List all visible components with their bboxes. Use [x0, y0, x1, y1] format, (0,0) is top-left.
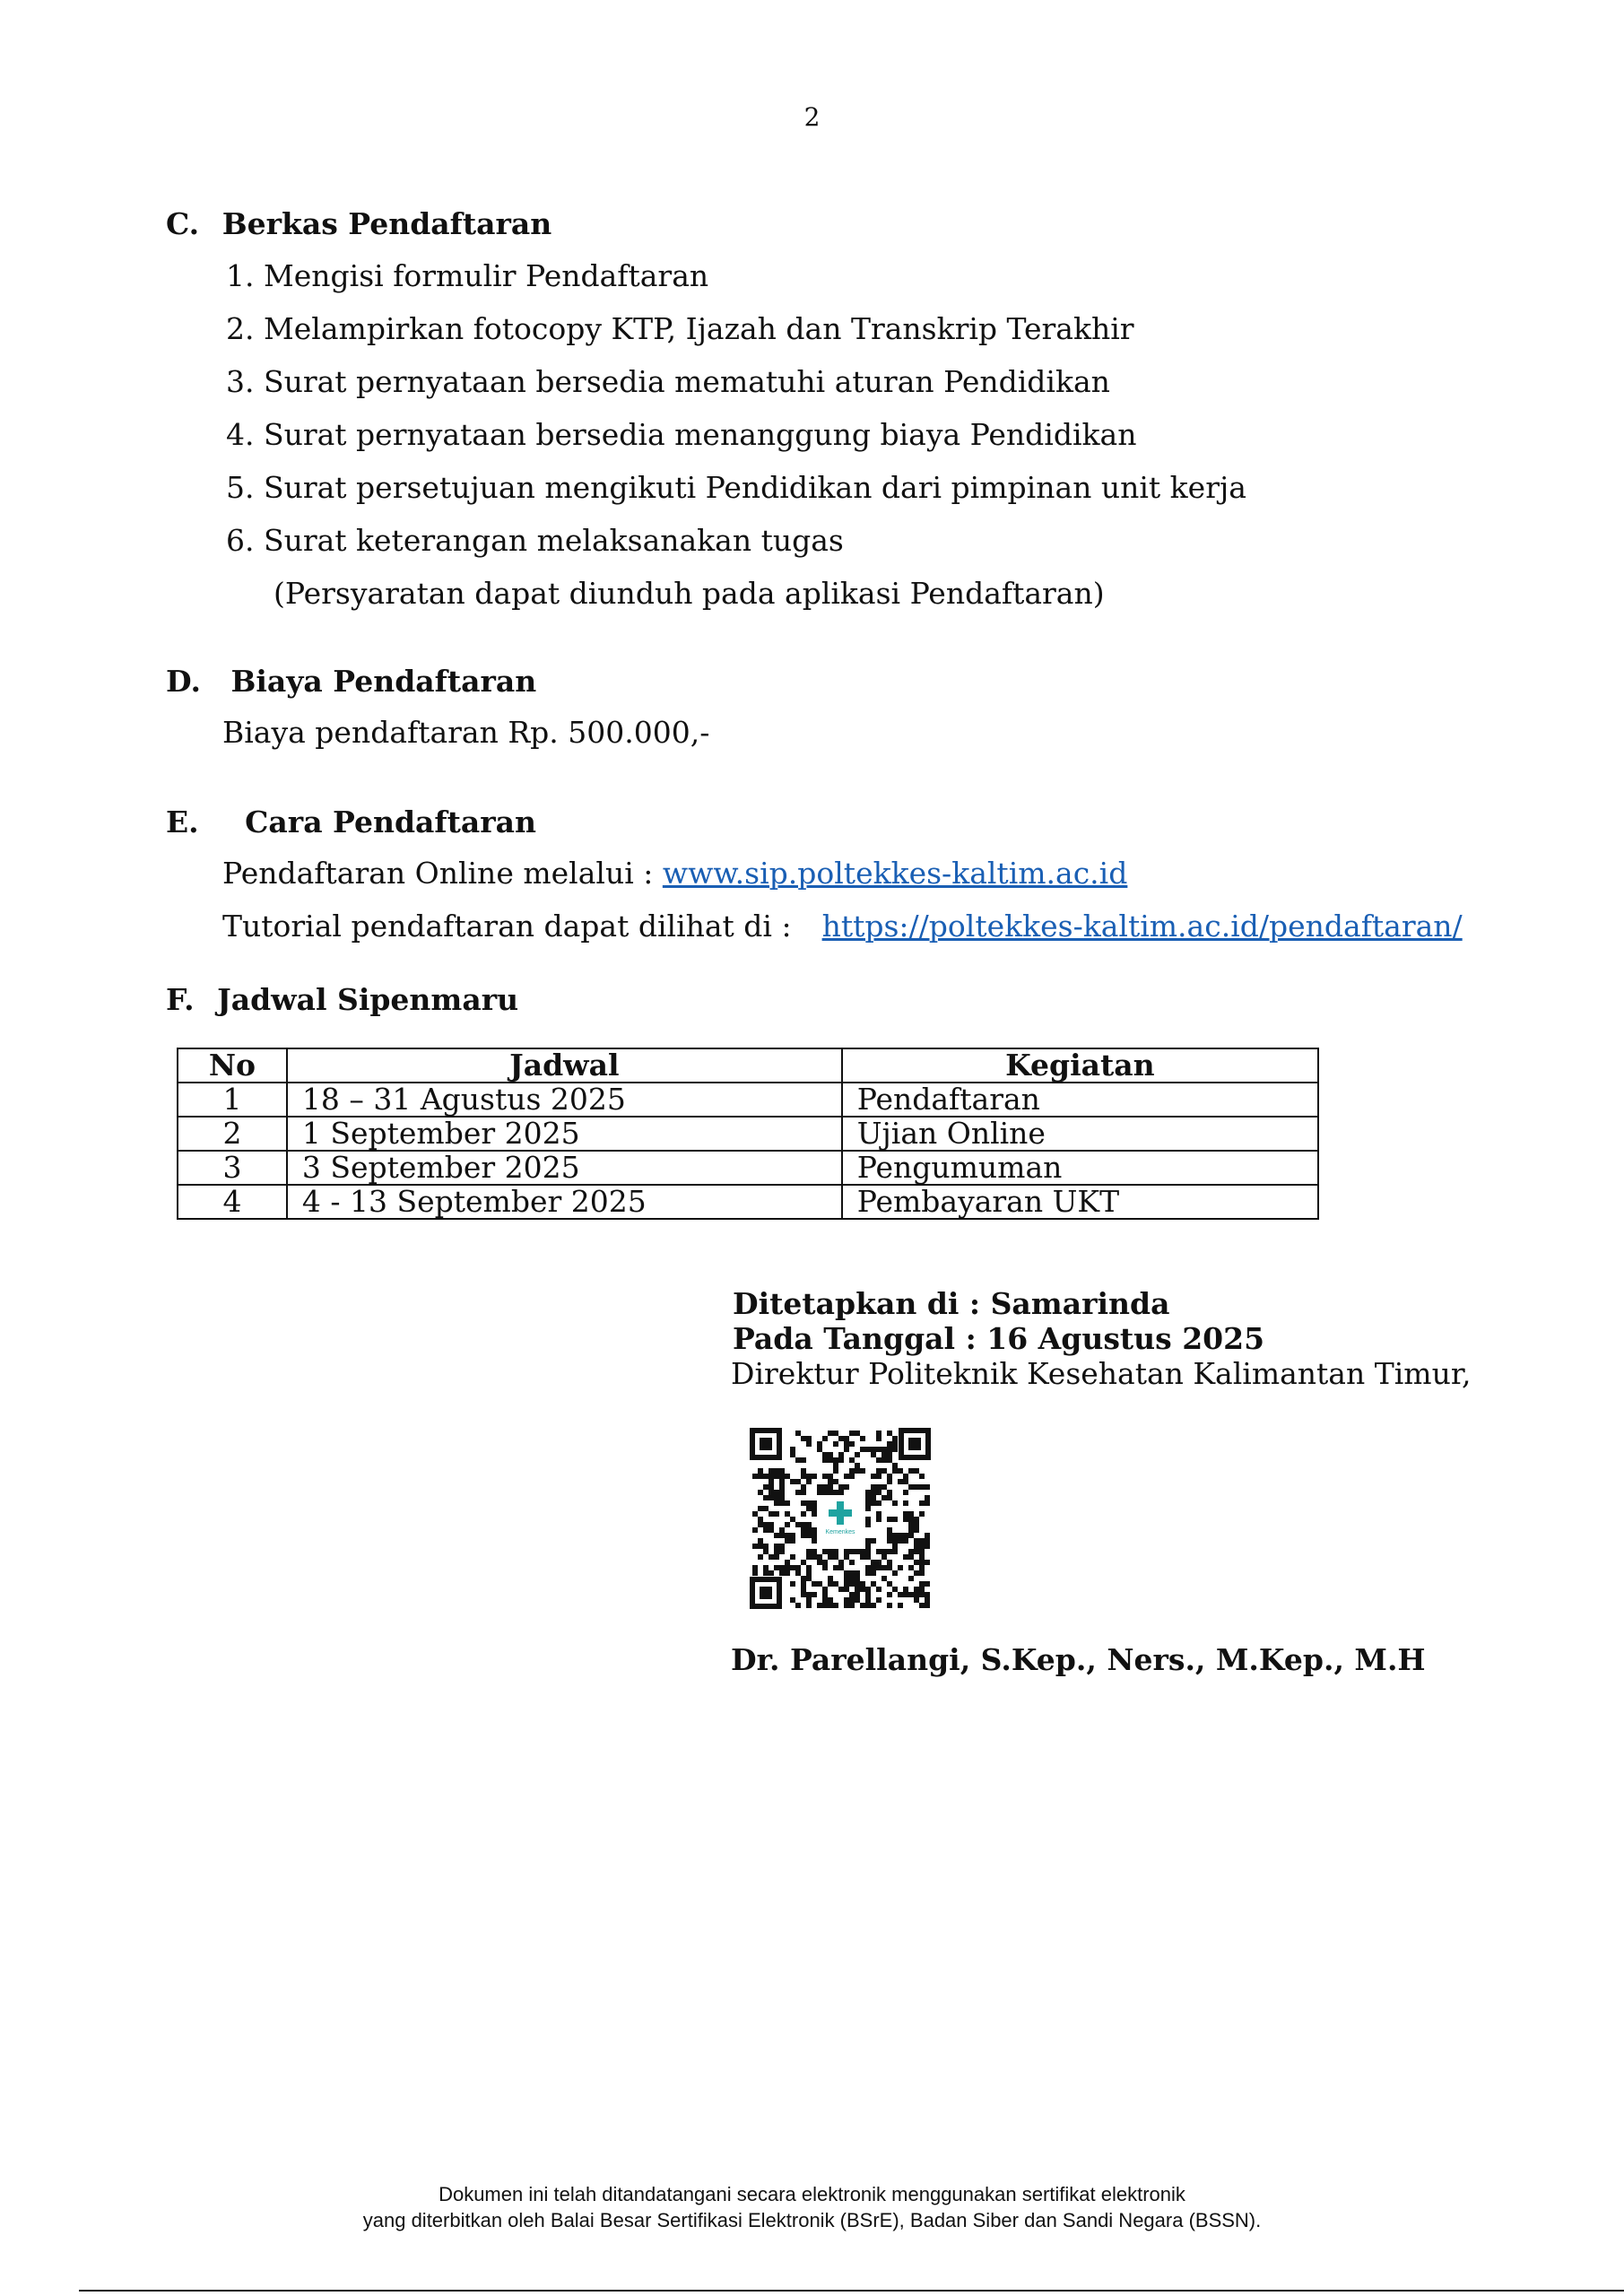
- header-kegiatan: Kegiatan: [842, 1048, 1318, 1083]
- row-kegiatan: Ujian Online: [842, 1117, 1318, 1151]
- footer-line-2: yang diterbitkan oleh Balai Besar Sertifikasi Elektronik (BSrE), Badan Siber dan Sandi Negara (BSSN).: [362, 2209, 1262, 2231]
- section-d-heading: [166, 664, 536, 699]
- signer-name: Dr. Parellangi, S.Kep., Ners., M.Kep., M.H: [731, 1642, 1426, 1677]
- section-c-title: Berkas Pendaftaran: [221, 206, 552, 241]
- row-jadwal: 1 September 2025: [287, 1117, 842, 1151]
- table-header-row: [178, 1048, 1318, 1083]
- row-kegiatan: Pembayaran UKT: [842, 1185, 1318, 1219]
- table-row: [178, 1117, 1318, 1151]
- section-e-letter: E.: [166, 804, 199, 839]
- footer-line-1: Dokumen ini telah ditandatangani secara elektronik menggunakan sertifikat elektronik: [439, 2183, 1185, 2205]
- section-d-title: Biaya Pendaftaran: [230, 664, 537, 699]
- online-registration-line: [222, 856, 1127, 891]
- table-row: [178, 1083, 1318, 1117]
- tutorial-line: [222, 909, 1463, 944]
- registration-site-link[interactable]: www.sip.poltekkes-kaltim.ac.id: [662, 856, 1128, 891]
- qr-code-signature: [748, 1426, 933, 1611]
- signature-place: Ditetapkan di : Samarinda: [733, 1286, 1170, 1321]
- section-c-letter: C.: [166, 206, 200, 241]
- tutorial-link[interactable]: https://poltekkes-kaltim.ac.id/pendaftaran/: [821, 909, 1463, 944]
- qr-logo-text: Kemenkes: [825, 1529, 855, 1535]
- schedule-table: [177, 1048, 1319, 1220]
- bottom-divider: [79, 2290, 1624, 2292]
- section-f-heading: [166, 982, 518, 1017]
- section-e-title: Cara Pendaftaran: [245, 804, 537, 839]
- signature-date: Pada Tanggal : 16 Agustus 2025: [733, 1321, 1265, 1356]
- requirement-item: 6. Surat keterangan melaksanakan tugas: [226, 523, 844, 558]
- section-c-heading: [166, 206, 551, 241]
- signer-position: Direktur Politeknik Kesehatan Kalimantan Timur,: [731, 1356, 1472, 1391]
- online-registration-label: Pendaftaran Online melalui :: [222, 856, 663, 891]
- section-f-letter: F.: [166, 982, 195, 1017]
- row-no: 4: [178, 1185, 287, 1219]
- requirement-note: (Persyaratan dapat diunduh pada aplikasi Pendaftaran): [274, 576, 1105, 611]
- section-d-letter: D.: [166, 664, 201, 699]
- row-jadwal: 18 – 31 Agustus 2025: [287, 1083, 842, 1117]
- requirement-item: 1. Mengisi formulir Pendaftaran: [226, 258, 709, 293]
- table-row: [178, 1151, 1318, 1185]
- requirement-item: 2. Melampirkan fotocopy KTP, Ijazah dan Transkrip Terakhir: [226, 311, 1134, 346]
- requirement-item: 3. Surat pernyataan bersedia mematuhi aturan Pendidikan: [226, 364, 1110, 399]
- row-no: 2: [178, 1117, 287, 1151]
- page-number: 2: [803, 102, 821, 132]
- requirement-item: 4. Surat pernyataan bersedia menanggung biaya Pendidikan: [226, 417, 1137, 452]
- row-kegiatan: Pendaftaran: [842, 1083, 1318, 1117]
- registration-fee: Biaya pendaftaran Rp. 500.000,-: [222, 715, 710, 750]
- row-no: 3: [178, 1151, 287, 1185]
- row-jadwal: 3 September 2025: [287, 1151, 842, 1185]
- row-no: 1: [178, 1083, 287, 1117]
- row-kegiatan: Pengumuman: [842, 1151, 1318, 1185]
- header-jadwal: Jadwal: [287, 1048, 842, 1083]
- row-jadwal: 4 - 13 September 2025: [287, 1185, 842, 1219]
- section-e-heading: [166, 804, 536, 839]
- section-f-title: Jadwal Sipenmaru: [217, 982, 519, 1017]
- tutorial-label: Tutorial pendaftaran dapat dilihat di :: [222, 909, 792, 944]
- requirement-item: 5. Surat persetujuan mengikuti Pendidikan dari pimpinan unit kerja: [226, 470, 1246, 505]
- header-no: No: [178, 1048, 287, 1083]
- table-row: [178, 1185, 1318, 1219]
